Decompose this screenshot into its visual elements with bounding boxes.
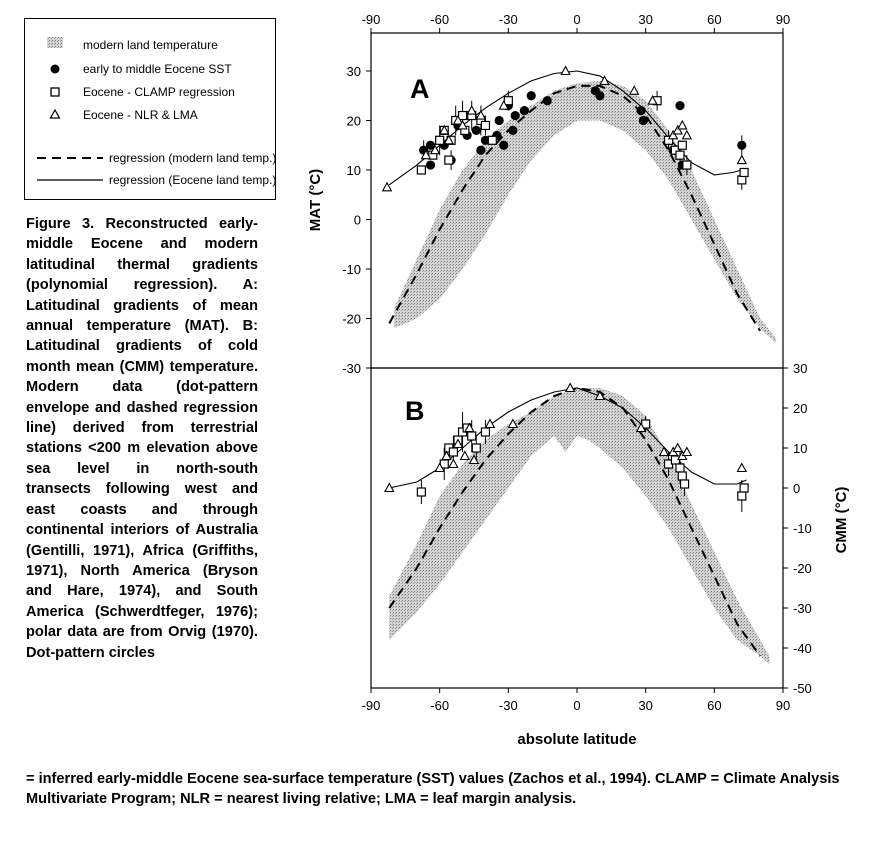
legend-label-clamp: Eocene - CLAMP regression <box>83 85 235 99</box>
panel-b-nlr-lma-point <box>673 444 682 452</box>
panel-b-clamp-point <box>738 492 746 500</box>
panel-a-nlr-lma-point <box>738 156 747 164</box>
panel-b-ytick-label: -40 <box>793 641 812 656</box>
panel-a-sst-point <box>527 91 536 100</box>
panel-b-ytick-label: -30 <box>793 601 812 616</box>
panel-b-xtick-label: -90 <box>361 698 381 713</box>
panel-b-nlr-lma-point <box>566 384 575 392</box>
panel-a-ytick-label: -20 <box>342 311 361 327</box>
panel-b-nlr-lma-point <box>486 420 495 428</box>
panel-b-clamp-point <box>417 488 425 496</box>
panel-b-ytick-label: 0 <box>793 481 801 496</box>
panel-a-clamp-point <box>678 141 686 149</box>
panel-b-clamp-point <box>468 432 476 440</box>
panel-b-xtick-label: 30 <box>638 698 653 713</box>
panel-a-xtick-label: 0 <box>573 12 581 27</box>
panel-a-ytick-label: 0 <box>353 212 361 228</box>
panel-a-frame <box>371 33 783 368</box>
panel-b-clamp-point <box>681 480 689 488</box>
panel-b-ytick-label: -10 <box>793 521 812 536</box>
panel-b-clamp-point <box>472 444 480 452</box>
legend-label-eocene-regression: regression (Eocene land temp.) <box>109 173 277 187</box>
panel-a-nlr-lma-point <box>630 86 639 94</box>
panel-b-ylabel: CMM (°C) <box>833 486 850 554</box>
panel-a-sst-point <box>426 160 435 169</box>
legend-label-eocene-sst: early to middle Eocene SST <box>83 62 232 76</box>
panel-a-sst-point <box>476 146 485 155</box>
legend-label-modern-land: modern land temperature <box>83 38 218 52</box>
panel-b-clamp-point <box>740 484 748 492</box>
panel-a-nlr-lma-point <box>477 111 486 119</box>
panel-b-clamp-point <box>481 428 489 436</box>
panel-a-nlr-lma-point <box>683 131 692 139</box>
panel-a-sst-point <box>495 116 504 125</box>
panel-b-cmm <box>362 361 850 748</box>
panel-b-letter: B <box>405 396 425 426</box>
panel-a-mat <box>307 12 790 376</box>
panel-a-clamp-point <box>676 151 684 159</box>
panel-a-nlr-lma-point <box>678 121 687 129</box>
panel-a-sst-point <box>639 116 648 125</box>
panel-a-clamp-point <box>738 176 746 184</box>
figure-caption: Figure 3. Reconstructed early-middle Eocene and modern latitudinal thermal gradients (polynomial regression). A: Latitudinal gradients of mean annual temperature (MAT). B: Latitudinal gradients of cold month mean (CMM) temperature. Modern data (dot-pattern envelope and dashed regression line) derived from terrestrial stations <200 m elevation above sea level in north-south transects following west and east coasts and through continental interiors of Australia (Gentilli, 1971), Africa (Griffiths, 1971), North America (Bryson and Hare, 1974), and South America (Schwerdtfeger, 1976); polar data are from Orvig (1970). Dot-pattern circles <box>26 216 258 661</box>
panel-a-ytick-label: 20 <box>346 113 361 129</box>
panel-a-ytick-label: -10 <box>342 262 361 277</box>
panel-b-nlr-lma-point <box>738 464 747 472</box>
legend-label-nlr-lma: Eocene - NLR & LMA <box>83 108 198 122</box>
panel-b-ytick-label: 30 <box>793 361 808 376</box>
x-axis-title: absolute latitude <box>517 731 637 748</box>
panel-a-clamp-point <box>740 168 748 176</box>
panel-a-xtick-label: 60 <box>707 12 722 27</box>
panel-b-ytick-label: 10 <box>793 441 808 456</box>
panel-a-sst-point <box>675 101 684 110</box>
panel-a-sst-point <box>520 106 529 115</box>
panel-a-xtick-label: 90 <box>775 12 791 27</box>
figure-caption-continued: = inferred early-middle Eocene sea-surface temperature (SST) values (Zachos et al., 1994). CLAMP = Climate Analysis Multivariate Program; NLR = nearest living relative; LMA = leaf margin analysis. <box>26 771 840 808</box>
panel-a-sst-point <box>499 141 508 150</box>
panel-a-sst-point <box>595 91 604 100</box>
panel-b-clamp-point <box>449 448 457 456</box>
panel-b-nlr-lma-point <box>449 460 458 468</box>
panel-a-clamp-point <box>436 136 444 144</box>
panel-a-clamp-point <box>481 121 489 129</box>
panel-a-clamp-point <box>445 156 453 164</box>
panel-a-sst-point <box>472 126 481 135</box>
panel-a-ytick-label: 10 <box>346 163 361 178</box>
panel-a-sst-point <box>508 126 517 135</box>
panel-a-xtick-label: -90 <box>361 12 381 27</box>
panel-a-xtick-label: -60 <box>430 12 450 27</box>
panel-a-clamp-point <box>488 136 496 144</box>
panel-a-ytick-label: 30 <box>346 64 361 79</box>
panel-a-sst-point <box>737 141 746 150</box>
panel-a-clamp-point <box>417 166 425 174</box>
panel-a-nlr-lma-point <box>467 106 476 114</box>
panel-a-sst-point <box>543 96 552 105</box>
panel-b-xtick-label: -60 <box>430 698 450 713</box>
panel-a-sst-point <box>636 106 645 115</box>
panel-a-clamp-point <box>683 161 691 169</box>
panel-b-ytick-label: -50 <box>793 681 812 696</box>
panel-b-modern-envelope <box>389 388 769 664</box>
legend-label-modern-regression: regression (modern land temp.) <box>109 151 277 165</box>
panel-a-xtick-label: 30 <box>638 12 653 27</box>
panel-b-xtick-label: 60 <box>707 698 722 713</box>
panel-b-nlr-lma-point <box>683 448 692 456</box>
panel-b-ytick-label: 20 <box>793 401 808 416</box>
panel-b-ytick-label: -20 <box>793 561 812 576</box>
panel-b-xtick-label: -30 <box>498 698 518 713</box>
panel-a-letter: A <box>410 74 430 104</box>
panel-b-xtick-label: 90 <box>775 698 791 713</box>
panel-a-ylabel: MAT (°C) <box>307 168 324 232</box>
panel-b-xtick-label: 0 <box>573 698 581 713</box>
panel-a-xtick-label: -30 <box>498 12 518 27</box>
panel-b-clamp-point <box>678 472 686 480</box>
panel-a-sst-point <box>511 111 520 120</box>
panel-b-clamp-point <box>676 464 684 472</box>
panel-a-ytick-label: -30 <box>342 361 361 376</box>
panel-b-nlr-lma-point <box>461 452 470 460</box>
panel-a-nlr-lma-point <box>561 67 570 75</box>
